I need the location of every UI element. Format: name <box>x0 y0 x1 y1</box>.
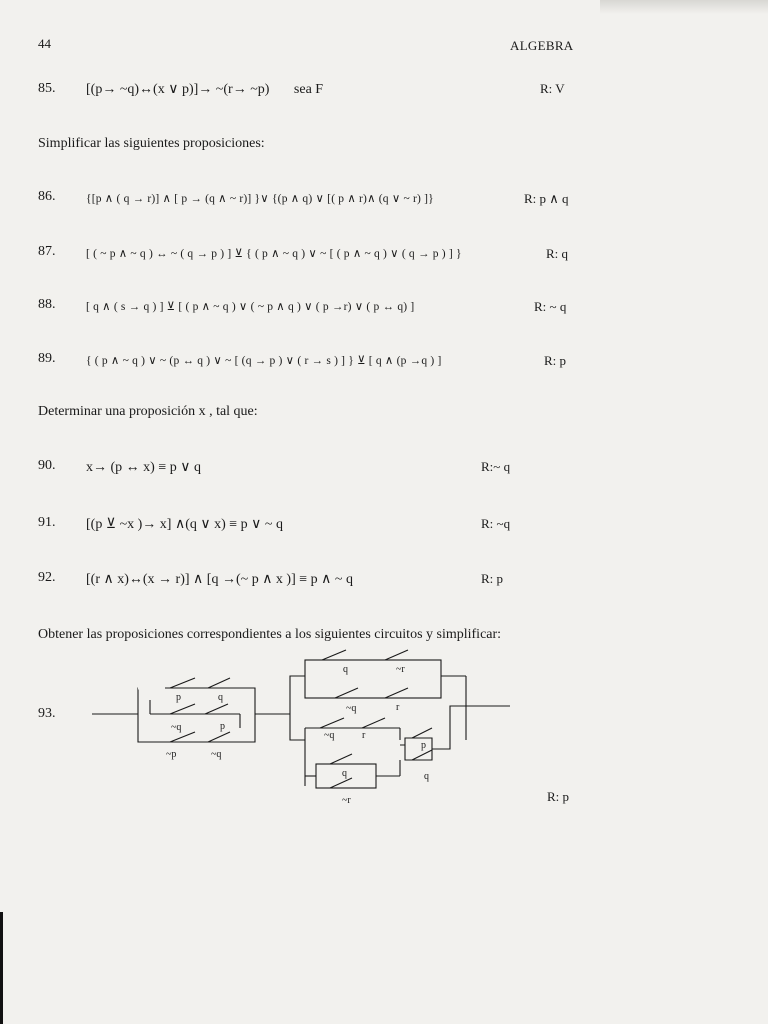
exercise-answer: R: q <box>546 246 569 261</box>
exercise-expression: {[p ∧ ( q → r)] ∧ [ p → (q ∧ ~ r)] }∨ {(p ∧ q) ∨ [( p ∧ r)∧ (q ∨ ~ r) ]} <box>86 193 434 205</box>
exercise-number: 90. <box>38 458 56 473</box>
scan-edge-mark <box>0 912 3 1024</box>
switch-label: ~r <box>396 664 405 675</box>
switch-label: ~p <box>166 749 177 760</box>
switch-label: q <box>424 771 429 782</box>
exercise-expression: [ ( ~ p ∧ ~ q ) ↔ ~ ( q → p ) ] ⊻ { ( p ∧ ~ q ) ∨ ~ [ ( p ∧ ~ q ) ∨ ( q → p ) ] } <box>86 248 462 260</box>
exercise-expression: { ( p ∧ ~ q ) ∨ ~ (p ↔ q ) ∨ ~ [ (q → p ) ∨ ( r → s ) ] } ⊻ [ q ∧ (p →q ) ] <box>86 355 442 367</box>
section-heading: Simplificar las siguientes proposiciones: <box>38 136 265 151</box>
switch-label: p <box>176 692 181 703</box>
switch-label: q <box>342 768 347 779</box>
exercise-expression: [ q ∧ ( s → q ) ] ⊻ [ ( p ∧ ~ q ) ∨ ( ~ p ∧ q ) ∨ ( p →r) ∨ ( p ↔ q) ] <box>86 301 415 313</box>
switch-label: r <box>362 730 366 741</box>
exercise-expression: [(p→ ~q)↔(x ∨ p)]→ ~(r→ ~p) sea F <box>86 82 324 97</box>
switch-label: q <box>218 692 223 703</box>
page-number: 44 <box>38 36 51 51</box>
exercise-answer: R: p <box>544 353 567 368</box>
switch-label: q <box>343 664 348 675</box>
switch-label: ~q <box>171 722 182 733</box>
section-heading: Obtener las proposiciones correspondientes a los siguientes circuitos y simplificar: <box>38 627 502 642</box>
exercise-answer: R: p ∧ q <box>524 191 569 206</box>
switch-label: r <box>396 702 400 713</box>
switch-label: ~q <box>211 749 222 760</box>
exercise-answer: R: ~ q <box>534 299 567 314</box>
exercise-answer: R: p <box>481 571 504 586</box>
exercise-expression: [(r ∧ x)↔(x → r)] ∧ [q →(~ p ∧ x )] ≡ p ∧ ~ q <box>86 572 353 587</box>
section-heading: Determinar una proposición x , tal que: <box>38 404 258 419</box>
switch-label: ~r <box>342 795 351 806</box>
switch-label: ~q <box>324 730 335 741</box>
exercise-number: 91. <box>38 515 56 530</box>
exercise-answer: R: p <box>547 789 570 804</box>
exercise-number: 93. <box>38 706 56 721</box>
exercise-expression: [(p ⊻ ~x )→ x] ∧(q ∨ x) ≡ p ∨ ~ q <box>86 517 284 532</box>
exercise-answer: R: ~q <box>481 516 511 531</box>
switch-label: p <box>421 740 426 751</box>
exercise-expression: x→ (p ↔ x) ≡ p ∨ q <box>86 460 201 475</box>
exercise-number: 92. <box>38 570 56 585</box>
page-header-title: ALGEBRA <box>510 38 574 53</box>
exercise-answer: R:~ q <box>481 459 511 474</box>
switch-label: ~q <box>346 703 357 714</box>
exercise-number: 86. <box>38 189 56 204</box>
switch-label: p <box>220 721 225 732</box>
exercise-number: 89. <box>38 351 56 366</box>
scan-shadow <box>600 0 768 14</box>
exercise-number: 88. <box>38 297 56 312</box>
exercise-answer: R: V <box>540 81 565 96</box>
exercise-number: 85. <box>38 81 56 96</box>
exercise-number: 87. <box>38 244 56 259</box>
